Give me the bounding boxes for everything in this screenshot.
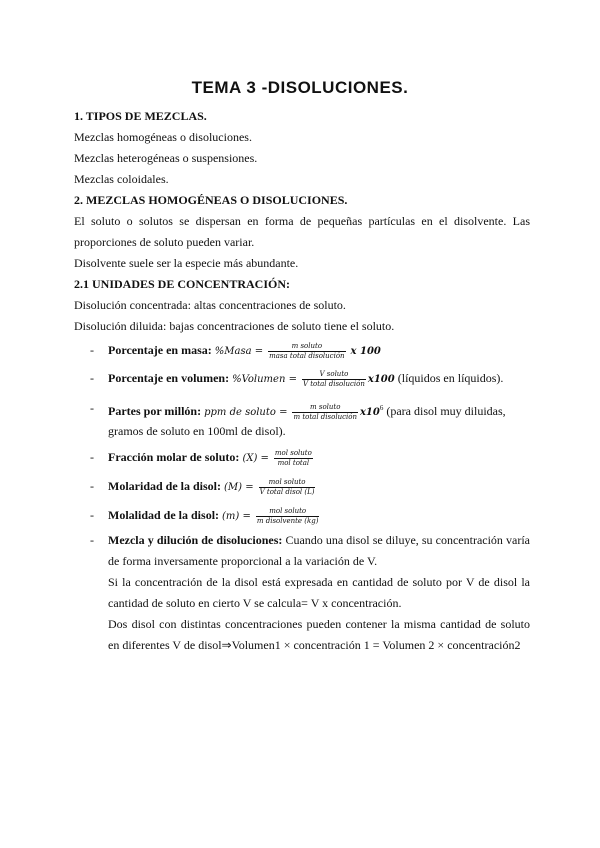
formula-lhs: %Masa = [214, 346, 264, 357]
fraction-numerator: mol soluto [256, 507, 320, 517]
formula-fraction [292, 403, 358, 422]
list-dash: - [90, 401, 94, 415]
item-label: Molalidad de la disol: [108, 508, 220, 522]
text-line: Disolución diluida: bajas concentraciones de soluto tiene el soluto. [74, 319, 395, 333]
item-label: Fracción molar de soluto: [108, 450, 240, 464]
section-2-1-heading: 2.1 UNIDADES DE CONCENTRACIÓN: [74, 277, 291, 291]
text-line: Mezclas homogéneas o disoluciones. [74, 130, 252, 144]
text-line: Disolvente suele ser la especie más abundante. [74, 256, 299, 270]
page-title: TEMA 3 -DISOLUCIONES. [191, 78, 409, 97]
formula-lhs: %Volumen = [232, 374, 297, 385]
fraction-numerator: m soluto [268, 342, 345, 352]
list-dash: - [90, 371, 94, 385]
formula-rhs: x 100 [350, 346, 381, 357]
formula-lhs: (X) = [242, 453, 269, 464]
mezcla-paragraph-2: Si la concentración de la disol está expresada en cantidad de soluto por V de disol la cantidad de soluto en cierto V se calcula= V x concentración. [108, 575, 530, 610]
item-label: Partes por millón: [108, 404, 202, 418]
text-line: Mezclas coloidales. [74, 172, 169, 186]
fraction-denominator: m total disolución [293, 412, 357, 421]
item-text: Cuando una disol se diluye, su concentración varía de forma inversamente proporcional a la variación de V. [108, 533, 531, 568]
list-item-molaridad [108, 476, 530, 498]
item-label: Molaridad de la disol: [108, 479, 222, 493]
list-item-molalidad [108, 505, 530, 527]
fraction-numerator: m soluto [292, 403, 358, 413]
fraction-denominator: V total disol (L) [259, 487, 315, 496]
formula-rhs: x100 [367, 374, 395, 385]
fraction-denominator: mol total [277, 458, 310, 467]
list-dash: - [90, 533, 94, 547]
item-label: Porcentaje en volumen: [108, 371, 230, 385]
formula-fraction [268, 342, 345, 361]
item-label: Porcentaje en masa: [108, 343, 212, 357]
fraction-denominator: masa total disolución [269, 351, 345, 360]
list-item-mezcla [108, 530, 530, 572]
section-2-heading: 2. MEZCLAS HOMOGÉNEAS O DISOLUCIONES. [74, 193, 348, 207]
fraction-numerator: V soluto [302, 370, 366, 380]
list-item-ppm-continuation: gramos de soluto en 100ml de disol). [108, 424, 286, 438]
section-2-paragraph: El soluto o solutos se dispersan en forma de pequeñas partículas en el disolvente. Las proporciones de soluto pueden variar. [74, 214, 530, 249]
list-dash: - [90, 343, 94, 357]
fraction-denominator: V total disolución [302, 379, 365, 388]
list-dash: - [90, 450, 94, 464]
formula-fraction [259, 478, 316, 497]
exponent: 6 [379, 404, 384, 412]
fraction-numerator: mol soluto [259, 478, 316, 488]
list-dash: - [90, 479, 94, 493]
mezcla-paragraph-3: Dos disol con distintas concentraciones pueden contener la misma cantidad de soluto en diferentes V de disol⇒Volumen1 × concentración 1 = Volumen 2 × concentración2 [108, 617, 530, 652]
formula-fraction [302, 370, 366, 389]
text-line: Mezclas heterogéneas o suspensiones. [74, 151, 258, 165]
item-note: (para disol muy diluidas, [386, 404, 506, 418]
formula-lhs: (M) = [224, 482, 254, 493]
list-item-fraccion-molar [108, 447, 530, 469]
formula-lhs: ppm de soluto = [204, 407, 288, 418]
formula-fraction [256, 507, 320, 526]
formula-lhs: (m) = [222, 511, 251, 522]
fraction-denominator: m disolvente (kg) [256, 516, 319, 525]
item-note: (líquidos en líquidos). [397, 371, 504, 385]
formula-fraction [274, 449, 313, 468]
list-item-masa [108, 340, 530, 362]
text-line: Disolución concentrada: altas concentraciones de soluto. [74, 298, 346, 312]
formula-rhs: x10 [359, 407, 380, 418]
item-label: Mezcla y dilución de disoluciones: [108, 533, 283, 547]
fraction-numerator: mol soluto [274, 448, 312, 457]
list-item-volumen [108, 368, 530, 390]
list-item-ppm [108, 398, 530, 423]
section-1-heading: 1. TIPOS DE MEZCLAS. [74, 109, 207, 123]
list-dash: - [90, 508, 94, 522]
